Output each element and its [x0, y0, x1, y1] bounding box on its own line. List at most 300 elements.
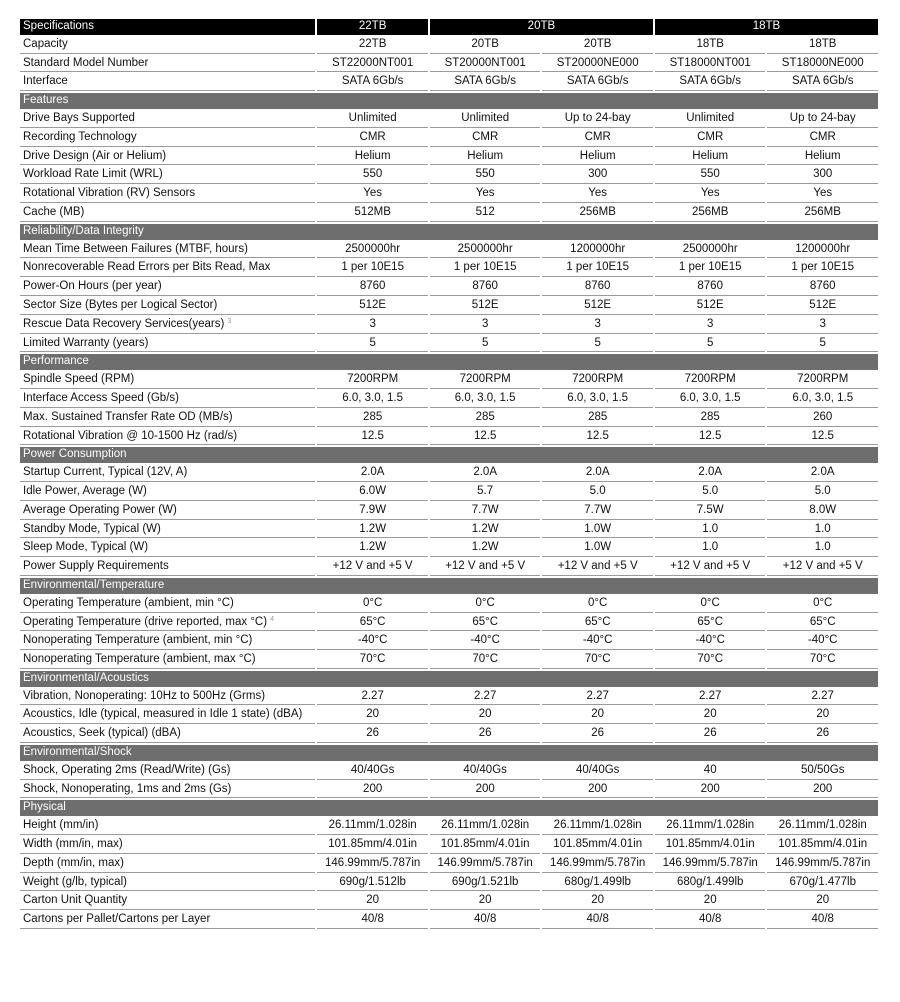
spec-value: -40°C — [767, 633, 878, 650]
spec-value: 26.11mm/1.028in — [655, 818, 766, 835]
spec-value: 8760 — [655, 279, 766, 296]
spec-label: Rotational Vibration @ 10-1500 Hz (rad/s) — [23, 429, 238, 442]
spec-row — [20, 410, 878, 427]
spec-row — [20, 912, 878, 929]
spec-value: 5 — [655, 336, 766, 353]
spec-value: 680g/1.499lb — [655, 875, 766, 892]
spec-value: ST20000NT001 — [430, 56, 541, 73]
spec-value: ST18000NE000 — [767, 56, 878, 73]
spec-row — [20, 763, 878, 780]
header-group-22tb: 22TB — [317, 19, 428, 35]
spec-label: Width (mm/in, max) — [23, 838, 123, 851]
spec-label-cell — [20, 74, 315, 91]
section-header — [20, 578, 878, 594]
spec-value: 20 — [430, 707, 541, 724]
spec-value: 20 — [767, 707, 878, 724]
spec-value: 200 — [655, 782, 766, 799]
spec-value: 20 — [317, 707, 428, 724]
spec-value: 512E — [542, 298, 653, 315]
spec-value: Unlimited — [317, 111, 428, 128]
spec-value: 2500000hr — [655, 242, 766, 259]
spec-label-cell — [20, 633, 315, 650]
spec-label: Drive Bays Supported — [23, 111, 135, 124]
header-group-18tb: 18TB — [655, 19, 878, 35]
spec-label: Weight (g/lb, typical) — [23, 875, 127, 888]
spec-value: 7200RPM — [430, 372, 541, 389]
spec-value: 5 — [317, 336, 428, 353]
spec-value: 65°C — [655, 615, 766, 632]
spec-value: 18TB — [655, 37, 766, 54]
spec-row — [20, 633, 878, 650]
spec-label-cell — [20, 465, 315, 482]
spec-value: 5 — [430, 336, 541, 353]
spec-row — [20, 37, 878, 54]
spec-value: -40°C — [542, 633, 653, 650]
spec-value: 20TB — [542, 37, 653, 54]
spec-value: Helium — [655, 149, 766, 166]
spec-row — [20, 837, 878, 854]
spec-value: 200 — [542, 782, 653, 799]
spec-value: 256MB — [655, 205, 766, 222]
spec-value: 26.11mm/1.028in — [767, 818, 878, 835]
spec-value: 40/8 — [655, 912, 766, 929]
spec-value: 6.0, 3.0, 1.5 — [430, 391, 541, 408]
spec-label: Startup Current, Typical (12V, A) — [23, 466, 188, 479]
spec-value: 50/50Gs — [767, 763, 878, 780]
spec-label-cell — [20, 167, 315, 184]
spec-value: 0°C — [655, 596, 766, 613]
spec-row — [20, 596, 878, 613]
spec-value: 512 — [430, 205, 541, 222]
spec-value: 1.0 — [767, 540, 878, 557]
spec-value: 7.9W — [317, 503, 428, 520]
spec-row — [20, 74, 878, 91]
spec-value: SATA 6Gb/s — [430, 74, 541, 91]
spec-row — [20, 615, 878, 632]
spec-label-cell — [20, 56, 315, 73]
spec-value: 5.0 — [767, 484, 878, 501]
spec-row — [20, 429, 878, 446]
spec-value: 101.85mm/4.01in — [767, 837, 878, 854]
spec-label: Operating Temperature (ambient, min °C) — [23, 596, 234, 609]
spec-row — [20, 782, 878, 799]
spec-value: Yes — [542, 186, 653, 203]
spec-label: Operating Temperature (drive reported, max °C) — [23, 615, 268, 628]
spec-value: 2.0A — [542, 465, 653, 482]
spec-value: 2.27 — [430, 689, 541, 706]
spec-value: 0°C — [542, 596, 653, 613]
spec-value: 6.0W — [317, 484, 428, 501]
spec-value: -40°C — [655, 633, 766, 650]
spec-value: 285 — [430, 410, 541, 427]
spec-value: 5.0 — [542, 484, 653, 501]
spec-label-cell — [20, 540, 315, 557]
spec-value: 26 — [542, 726, 653, 743]
spec-value: 12.5 — [317, 429, 428, 446]
spec-label: Nonoperating Temperature (ambient, max °C) — [23, 653, 256, 666]
spec-value: 512MB — [317, 205, 428, 222]
spec-value: 40/8 — [542, 912, 653, 929]
spec-value: 2.27 — [655, 689, 766, 706]
spec-value: Helium — [317, 149, 428, 166]
section-title: Environmental/Temperature — [20, 578, 878, 594]
spec-label: Acoustics, Idle (typical, measured in Idle 1 state) (dBA) — [23, 708, 303, 721]
spec-label: Standby Mode, Typical (W) — [23, 522, 161, 535]
spec-value: 550 — [430, 167, 541, 184]
spec-label-cell — [20, 763, 315, 780]
spec-value: Yes — [655, 186, 766, 203]
spec-label: Recording Technology — [23, 130, 137, 143]
spec-label: Idle Power, Average (W) — [23, 484, 147, 497]
spec-label: Max. Sustained Transfer Rate OD (MB/s) — [23, 410, 233, 423]
spec-label: Spindle Speed (RPM) — [23, 373, 135, 386]
spec-label-cell — [20, 111, 315, 128]
spec-value: 70°C — [767, 652, 878, 669]
spec-value: Unlimited — [430, 111, 541, 128]
spec-value: Yes — [767, 186, 878, 203]
spec-value: 70°C — [655, 652, 766, 669]
spec-value: 5 — [542, 336, 653, 353]
spec-value: 1200000hr — [542, 242, 653, 259]
spec-value: 5.0 — [655, 484, 766, 501]
spec-value: 12.5 — [767, 429, 878, 446]
spec-value: CMR — [767, 130, 878, 147]
spec-value: +12 V and +5 V — [767, 559, 878, 576]
spec-row — [20, 818, 878, 835]
spec-label-cell — [20, 336, 315, 353]
spec-value: 1 per 10E15 — [317, 260, 428, 277]
spec-value: 0°C — [430, 596, 541, 613]
spec-row — [20, 652, 878, 669]
spec-row — [20, 522, 878, 539]
spec-label: Depth (mm/in, max) — [23, 856, 124, 869]
spec-value: 65°C — [430, 615, 541, 632]
spec-value: 146.99mm/5.787in — [542, 856, 653, 873]
spec-value: 146.99mm/5.787in — [430, 856, 541, 873]
spec-label: Acoustics, Seek (typical) (dBA) — [23, 727, 181, 740]
footnote-marker: 3 — [227, 317, 232, 325]
section-title: Reliability/Data Integrity — [20, 224, 878, 240]
spec-row — [20, 111, 878, 128]
spec-value: 3 — [767, 317, 878, 334]
header-label: Specifications — [20, 19, 315, 35]
spec-row — [20, 130, 878, 147]
spec-label: Capacity — [23, 37, 68, 50]
spec-value: -40°C — [430, 633, 541, 650]
spec-row — [20, 317, 878, 334]
section-title: Environmental/Acoustics — [20, 671, 878, 687]
spec-value: 26.11mm/1.028in — [542, 818, 653, 835]
spec-value: 12.5 — [655, 429, 766, 446]
spec-label-cell — [20, 875, 315, 892]
spec-value: 20 — [542, 893, 653, 910]
spec-label-cell — [20, 782, 315, 799]
spec-value: 3 — [655, 317, 766, 334]
spec-value: 3 — [542, 317, 653, 334]
spec-value: 2.27 — [542, 689, 653, 706]
spec-label: Interface Access Speed (Gb/s) — [23, 391, 179, 404]
spec-label-cell — [20, 503, 315, 520]
spec-value: 8760 — [430, 279, 541, 296]
spec-label-cell — [20, 818, 315, 835]
spec-value: 40/40Gs — [542, 763, 653, 780]
spec-value: 3 — [317, 317, 428, 334]
spec-value: SATA 6Gb/s — [317, 74, 428, 91]
spec-value: 26 — [655, 726, 766, 743]
spec-row — [20, 372, 878, 389]
spec-value: 26 — [430, 726, 541, 743]
spec-value: 20 — [655, 707, 766, 724]
spec-label-cell — [20, 242, 315, 259]
spec-value: ST18000NT001 — [655, 56, 766, 73]
spec-value: 70°C — [542, 652, 653, 669]
section-title: Features — [20, 93, 878, 109]
spec-label-cell — [20, 298, 315, 315]
spec-row — [20, 56, 878, 73]
spec-row — [20, 540, 878, 557]
spec-value: 7.5W — [655, 503, 766, 520]
spec-value: 512E — [430, 298, 541, 315]
spec-value: +12 V and +5 V — [542, 559, 653, 576]
spec-value: 256MB — [542, 205, 653, 222]
spec-label: Interface — [23, 75, 68, 88]
spec-label-cell — [20, 37, 315, 54]
spec-row — [20, 726, 878, 743]
spec-value: 65°C — [767, 615, 878, 632]
spec-value: 200 — [430, 782, 541, 799]
spec-value: CMR — [655, 130, 766, 147]
spec-label-cell — [20, 707, 315, 724]
spec-value: 8760 — [317, 279, 428, 296]
spec-value: 7.7W — [430, 503, 541, 520]
spec-label-cell — [20, 186, 315, 203]
spec-value: 680g/1.499lb — [542, 875, 653, 892]
spec-value: 26.11mm/1.028in — [317, 818, 428, 835]
spec-label-cell — [20, 391, 315, 408]
spec-value: SATA 6Gb/s — [542, 74, 653, 91]
spec-value: 6.0, 3.0, 1.5 — [655, 391, 766, 408]
spec-label-cell — [20, 856, 315, 873]
spec-value: 70°C — [430, 652, 541, 669]
spec-value: 146.99mm/5.787in — [317, 856, 428, 873]
spec-label: Cache (MB) — [23, 205, 85, 218]
footnote-marker: 4 — [270, 615, 274, 623]
spec-value: 40/8 — [317, 912, 428, 929]
spec-row — [20, 336, 878, 353]
spec-value: 6.0, 3.0, 1.5 — [542, 391, 653, 408]
section-header — [20, 224, 878, 240]
spec-value: 2500000hr — [317, 242, 428, 259]
spec-value: 285 — [317, 410, 428, 427]
spec-row — [20, 875, 878, 892]
spec-value: 1.2W — [317, 540, 428, 557]
spec-label: Mean Time Between Failures (MTBF, hours) — [23, 242, 248, 255]
spec-value: 285 — [542, 410, 653, 427]
spec-value: 20 — [317, 893, 428, 910]
spec-value: 70°C — [317, 652, 428, 669]
spec-value: SATA 6Gb/s — [767, 74, 878, 91]
spec-value: 200 — [767, 782, 878, 799]
spec-label: Height (mm/in) — [23, 819, 99, 832]
spec-row — [20, 559, 878, 576]
spec-label: Sector Size (Bytes per Logical Sector) — [23, 298, 218, 311]
spec-value: 20 — [767, 893, 878, 910]
spec-value: 101.85mm/4.01in — [430, 837, 541, 854]
spec-value: 7200RPM — [767, 372, 878, 389]
spec-value: 5.7 — [430, 484, 541, 501]
spec-label-cell — [20, 484, 315, 501]
spec-label-cell — [20, 596, 315, 613]
spec-value: 6.0, 3.0, 1.5 — [767, 391, 878, 408]
spec-value: Up to 24-bay — [542, 111, 653, 128]
spec-label-cell — [20, 130, 315, 147]
spec-value: 260 — [767, 410, 878, 427]
section-header — [20, 447, 878, 463]
spec-row — [20, 893, 878, 910]
spec-value: 18TB — [767, 37, 878, 54]
spec-label-cell — [20, 559, 315, 576]
spec-label: Carton Unit Quantity — [23, 894, 128, 907]
spec-value: 65°C — [542, 615, 653, 632]
spec-value: 2500000hr — [430, 242, 541, 259]
section-header — [20, 671, 878, 687]
spec-value: 690g/1.521lb — [430, 875, 541, 892]
spec-label: Cartons per Pallet/Cartons per Layer — [23, 913, 211, 926]
spec-value: Yes — [430, 186, 541, 203]
spec-value: 22TB — [317, 37, 428, 54]
spec-value: +12 V and +5 V — [317, 559, 428, 576]
spec-value: 65°C — [317, 615, 428, 632]
spec-value: 1.0 — [655, 540, 766, 557]
spec-value: 512E — [767, 298, 878, 315]
spec-label: Power-On Hours (per year) — [23, 280, 162, 293]
spec-row — [20, 689, 878, 706]
section-title: Environmental/Shock — [20, 745, 878, 761]
spec-value: 40/8 — [430, 912, 541, 929]
spec-value: 6.0, 3.0, 1.5 — [317, 391, 428, 408]
spec-row — [20, 707, 878, 724]
specifications-body — [20, 19, 878, 929]
spec-value: 256MB — [767, 205, 878, 222]
spec-value: 20TB — [430, 37, 541, 54]
spec-value: 1200000hr — [767, 242, 878, 259]
spec-value: 690g/1.512lb — [317, 875, 428, 892]
spec-value: 26.11mm/1.028in — [430, 818, 541, 835]
spec-label: Shock, Operating 2ms (Read/Write) (Gs) — [23, 763, 231, 776]
spec-value: 0°C — [767, 596, 878, 613]
spec-label: Nonrecoverable Read Errors per Bits Read, Max — [23, 261, 271, 274]
spec-label-cell — [20, 260, 315, 277]
spec-value: 26 — [767, 726, 878, 743]
spec-value: 7.7W — [542, 503, 653, 520]
spec-value: 1.0W — [542, 540, 653, 557]
section-header — [20, 800, 878, 816]
spec-value: 2.0A — [767, 465, 878, 482]
spec-value: 1 per 10E15 — [767, 260, 878, 277]
spec-value: CMR — [542, 130, 653, 147]
spec-label: Average Operating Power (W) — [23, 503, 177, 516]
spec-value: 300 — [542, 167, 653, 184]
spec-row — [20, 205, 878, 222]
spec-value: 2.27 — [317, 689, 428, 706]
spec-value: CMR — [430, 130, 541, 147]
spec-label: Limited Warranty (years) — [23, 336, 149, 349]
spec-value: 40/8 — [767, 912, 878, 929]
spec-value: 101.85mm/4.01in — [655, 837, 766, 854]
spec-value: 200 — [317, 782, 428, 799]
section-header — [20, 745, 878, 761]
spec-value: 1 per 10E15 — [542, 260, 653, 277]
spec-value: -40°C — [317, 633, 428, 650]
spec-value: 8.0W — [767, 503, 878, 520]
spec-value: 1 per 10E15 — [430, 260, 541, 277]
spec-value: SATA 6Gb/s — [655, 74, 766, 91]
section-title: Performance — [20, 354, 878, 370]
spec-label: Drive Design (Air or Helium) — [23, 149, 167, 162]
spec-row — [20, 484, 878, 501]
spec-row — [20, 149, 878, 166]
spec-value: 1.0W — [542, 522, 653, 539]
spec-value: 20 — [542, 707, 653, 724]
spec-value: 5 — [767, 336, 878, 353]
spec-label: Rotational Vibration (RV) Sensors — [23, 187, 196, 200]
spec-value: 40/40Gs — [430, 763, 541, 780]
spec-value: Helium — [767, 149, 878, 166]
spec-value: 101.85mm/4.01in — [317, 837, 428, 854]
spec-value: 512E — [655, 298, 766, 315]
spec-label: Workload Rate Limit (WRL) — [23, 168, 163, 181]
spec-value: CMR — [317, 130, 428, 147]
spec-value: 8760 — [542, 279, 653, 296]
spec-label: Sleep Mode, Typical (W) — [23, 541, 149, 554]
spec-value: 1.2W — [430, 540, 541, 557]
spec-value: 40/40Gs — [317, 763, 428, 780]
section-title: Power Consumption — [20, 447, 878, 463]
spec-value: 1 per 10E15 — [655, 260, 766, 277]
spec-label-cell — [20, 615, 315, 632]
spec-row — [20, 186, 878, 203]
spec-value: 550 — [655, 167, 766, 184]
spec-value: 40 — [655, 763, 766, 780]
spec-row — [20, 260, 878, 277]
spec-row — [20, 856, 878, 873]
spec-label-cell — [20, 893, 315, 910]
spec-value: 12.5 — [430, 429, 541, 446]
spec-value: 7200RPM — [317, 372, 428, 389]
spec-value: 7200RPM — [542, 372, 653, 389]
spec-value: 670g/1.477lb — [767, 875, 878, 892]
spec-label-cell — [20, 689, 315, 706]
spec-value: Up to 24-bay — [767, 111, 878, 128]
spec-row — [20, 465, 878, 482]
spec-value: 8760 — [767, 279, 878, 296]
spec-value: Unlimited — [655, 111, 766, 128]
spec-label-cell — [20, 205, 315, 222]
spec-value: ST22000NT001 — [317, 56, 428, 73]
header-group-20tb: 20TB — [430, 19, 653, 35]
spec-row — [20, 167, 878, 184]
spec-value: 101.85mm/4.01in — [542, 837, 653, 854]
spec-value: ST20000NE000 — [542, 56, 653, 73]
spec-label: Standard Model Number — [23, 56, 149, 69]
spec-value: 300 — [767, 167, 878, 184]
spec-label-cell — [20, 149, 315, 166]
spec-value: 3 — [430, 317, 541, 334]
spec-value: +12 V and +5 V — [655, 559, 766, 576]
spec-value: Helium — [542, 149, 653, 166]
spec-value: 1.2W — [430, 522, 541, 539]
spec-label-cell — [20, 317, 315, 334]
